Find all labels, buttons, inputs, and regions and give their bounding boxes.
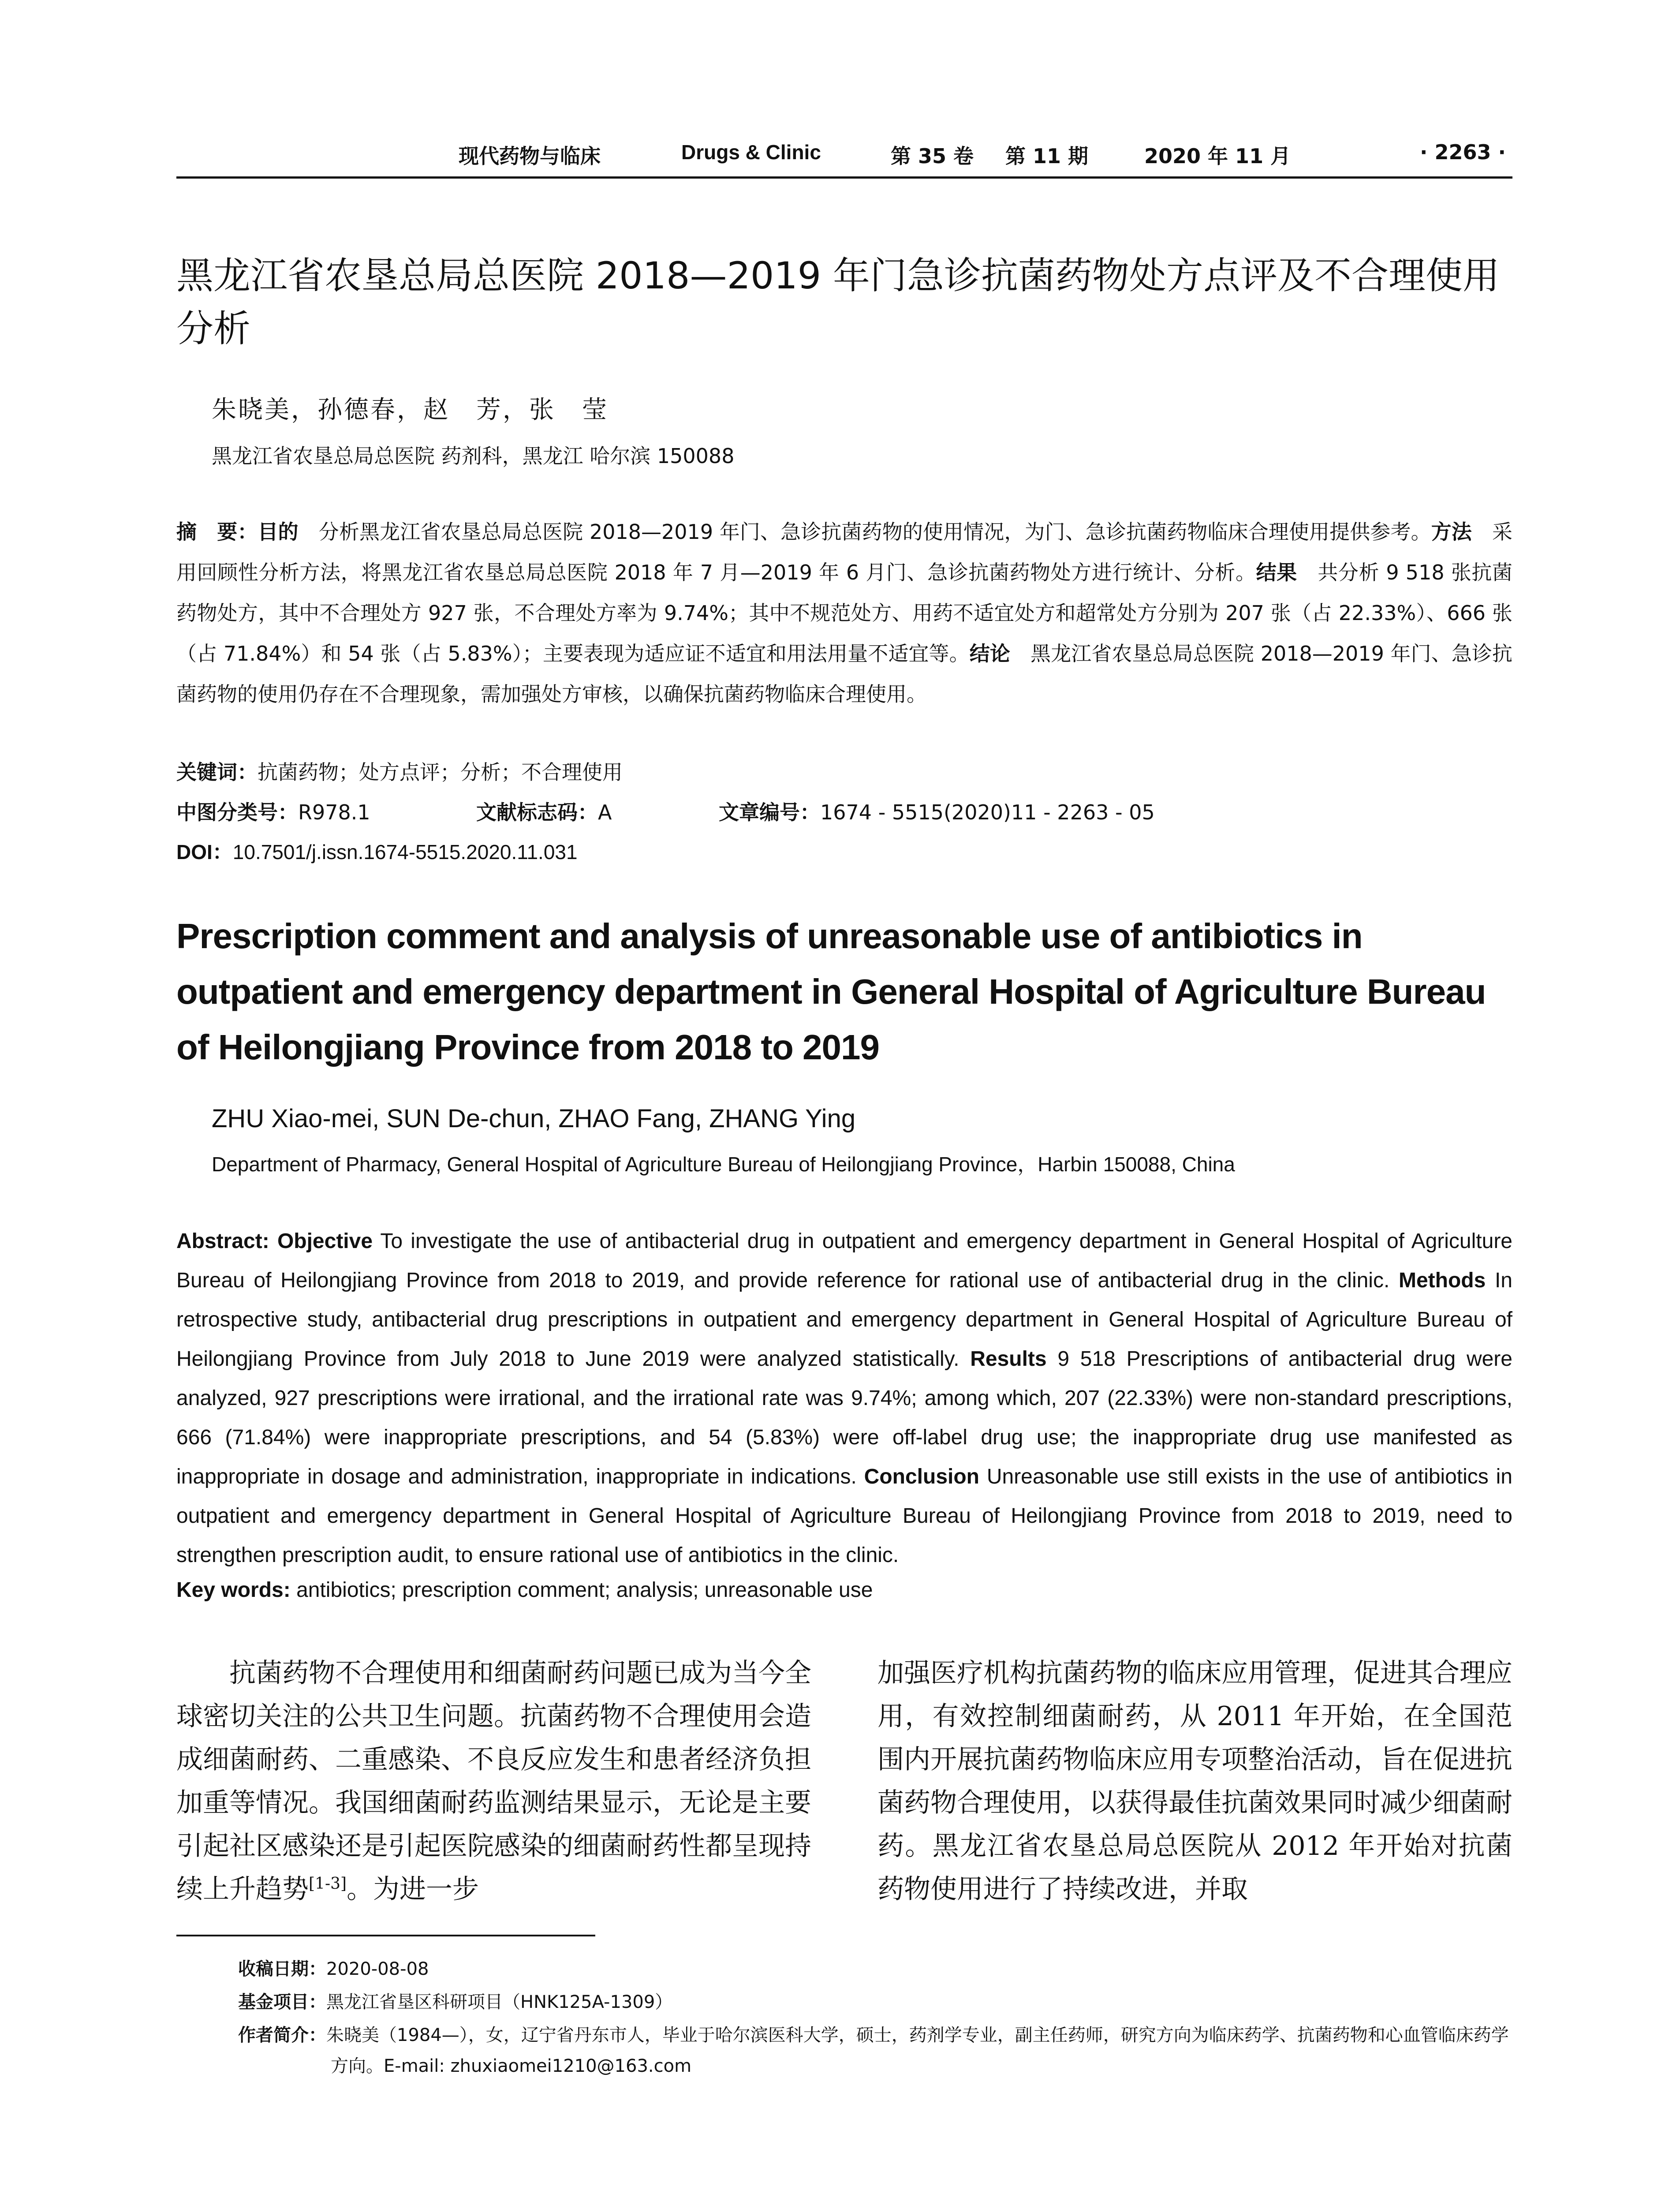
en-conclusion-label: Conclusion: [864, 1465, 979, 1488]
en-keywords: antibiotics; prescription comment; analysis; unreasonable use: [290, 1578, 873, 1602]
fund-label: 基金项目：: [238, 1992, 326, 2012]
volume: 第 35 卷: [891, 144, 974, 168]
author-bio-label: 作者简介：: [238, 2025, 326, 2045]
cn-objective: 分析黑龙江省农垦总局总医院 2018—2019 年门、急诊抗菌药物的使用情况，为门、急诊抗菌药物临床合理使用提供参考。: [298, 520, 1431, 544]
en-conclusion: Unreasonable use still exists in the use of antibiotics in outpatient and emergency department in General Hospital of Agriculture Bureau of Heilongjiang Province from 2018 to 2019, need to strengthen prescription audit, to ensure rational use of antibiotics in the clinic.: [176, 1465, 1512, 1567]
fund-value: 黑龙江省垦区科研项目（HNK125A-1309）: [326, 1992, 673, 2012]
body-column-right: [877, 1652, 1512, 1911]
footnote-received: [238, 1954, 1512, 1984]
running-header: [176, 140, 1512, 176]
journal-name-en: Drugs & Clinic: [681, 141, 821, 164]
received-date: 2020-08-08: [326, 1959, 429, 1979]
cn-abstract-label: 摘 要：: [176, 520, 258, 544]
en-objective: To investigate the use of antibacterial drug in outpatient and emergency department in General Hospital of Agriculture Bureau of Heilongjiang Province from 2018 to 2019, and provide reference for rational use of antibacterial drug in the clinic.: [176, 1230, 1513, 1292]
body-column-left: [176, 1652, 811, 1911]
cn-conclusion-label: 结论: [969, 642, 1010, 665]
cn-keywords-label: 关键词：: [176, 760, 258, 784]
cn-keywords: 抗菌药物；处方点评；分析；不合理使用: [258, 760, 623, 784]
cn-keywords-line: [176, 756, 623, 785]
body-left-tail: 。为进一步: [347, 1874, 479, 1905]
en-methods: In retrospective study, antibacterial drug prescriptions in outpatient and emergency department in General Hospital of Agriculture Bureau of Heilongjiang Province from July 2018 to June 2019 were analyzed statistically.: [176, 1269, 1512, 1371]
en-affiliation: Department of Pharmacy, General Hospital of Agriculture Bureau of Heilongjiang Province，Harbin 150088, China: [212, 1153, 1235, 1176]
issue: 第 11 期: [1005, 144, 1089, 168]
doi-value: 10.7501/j.issn.1674-5515.2020.11.031: [232, 841, 578, 863]
en-objective-label: Objective: [277, 1230, 373, 1253]
article-no-value: 1674 - 5515(2020)11 - 2263 - 05: [820, 800, 1155, 824]
en-keywords-line: [176, 1578, 873, 1602]
journal-name-cn: 现代药物与临床: [459, 144, 601, 168]
footnote-fund: [238, 1987, 1512, 2018]
doc-code-value: A: [598, 800, 612, 824]
clc-label: 中图分类号：: [176, 800, 298, 824]
cn-conclusion: 黑龙江省农垦总局总医院 2018—2019 年门、急诊抗菌药物的使用仍存在不合理现象，需加强处方审核，以确保抗菌药物临床合理使用。: [176, 642, 1512, 706]
cn-methods-label: 方法: [1431, 520, 1472, 544]
en-methods-label: Methods: [1398, 1269, 1486, 1292]
footnote-author: [238, 2020, 1512, 2082]
cn-authors: 朱晓美，孙德春，赵 芳，张 莹: [212, 396, 609, 424]
doi-line: [176, 836, 578, 865]
cn-affiliation: 黑龙江省农垦总局总医院 药剂科，黑龙江 哈尔滨 150088: [212, 444, 735, 468]
en-title: Prescription comment and analysis of unreasonable use of antibiotics in outpatient and emergency department in General Hospital of Agriculture Bureau of Heilongjiang Province from 2018 to 2019: [176, 916, 1486, 1067]
cn-results: 共分析 9 518 张抗菌药物处方，其中不合理处方 927 张，不合理处方率为 9.74%；其中不规范处方、用药不适宜处方和超常处方分别为 207 张（占 22.33%）、666 张（占 71.84%）和 54 张（占 5.83%）；主要表现为适应证不适宜和用法用量不适宜等。: [176, 561, 1512, 665]
author-bio: 朱晓美（1984—），女，辽宁省丹东市人，毕业于哈尔滨医科大学，硕士，药剂学专业，副主任药师，研究方向为临床药学、抗菌药物和心血管临床药学方向。E-mail: zhuxiaomei1210@163.com: [326, 2025, 1509, 2076]
cn-classification-line: [176, 796, 1512, 823]
footnote-rule: [176, 1935, 595, 1936]
article-no-label: 文章编号：: [719, 800, 820, 824]
cn-abstract: [176, 512, 1512, 714]
issue-date: 2020 年 11 月: [1144, 144, 1291, 168]
cn-title: 黑龙江省农垦总局总医院 2018—2019 年门急诊抗菌药物处方点评及不合理使用分析: [176, 254, 1500, 350]
en-abstract: [176, 1222, 1512, 1575]
en-results: 9 518 Prescriptions of antibacterial drug were analyzed, 927 prescriptions were irrational, and the irrational rate was 9.74%; among which, 207 (22.33%) were non-standard prescriptions, 666 (71.84%) were inappropriate prescriptions, and 54 (5.83%) were off-label drug use; the inappropriate drug use manifested as inappropriate in dosage and administration, inappropriate in indications.: [176, 1347, 1512, 1488]
body-left-text: 抗菌药物不合理使用和细菌耐药问题已成为当今全球密切关注的公共卫生问题。抗菌药物不合理使用会造成细菌耐药、二重感染、不良反应发生和患者经济负担加重等情况。我国细菌耐药监测结果显示，无论是主要引起社区感染还是引起医院感染的细菌耐药性都呈现持续上升趋势: [176, 1658, 811, 1905]
cn-methods: 采用回顾性分析方法，将黑龙江省农垦总局总医院 2018 年 7 月—2019 年 6 月门、急诊抗菌药物处方进行统计、分析。: [176, 520, 1513, 584]
cn-results-label: 结果: [1256, 561, 1297, 584]
doi-label: DOI：: [176, 841, 233, 863]
page-number: · 2263 ·: [1420, 140, 1506, 164]
citation: [1-3]: [309, 1875, 347, 1893]
body-right-text: 加强医疗机构抗菌药物的临床应用管理，促进其合理应用，有效控制细菌耐药，从 2011 年开始，在全国范围内开展抗菌药物临床应用专项整治活动，旨在促进抗菌药物合理使用，以获得最佳抗菌效果同时减少细菌耐药。黑龙江省农垦总局总医院从 2012 年开始对抗菌药物使用进行了持续改进，并取: [877, 1658, 1512, 1905]
en-results-label: Results: [970, 1347, 1047, 1371]
clc-value: R978.1: [298, 800, 370, 824]
en-keywords-label: Key words:: [176, 1578, 291, 1602]
cn-objective-label: 目的: [258, 520, 299, 544]
received-label: 收稿日期：: [238, 1959, 326, 1979]
en-abstract-label: Abstract:: [176, 1230, 269, 1253]
header-rule: [176, 176, 1512, 179]
en-authors: ZHU Xiao-mei, SUN De-chun, ZHAO Fang, ZHANG Ying: [212, 1104, 856, 1133]
doc-code-label: 文献标志码：: [476, 800, 598, 824]
